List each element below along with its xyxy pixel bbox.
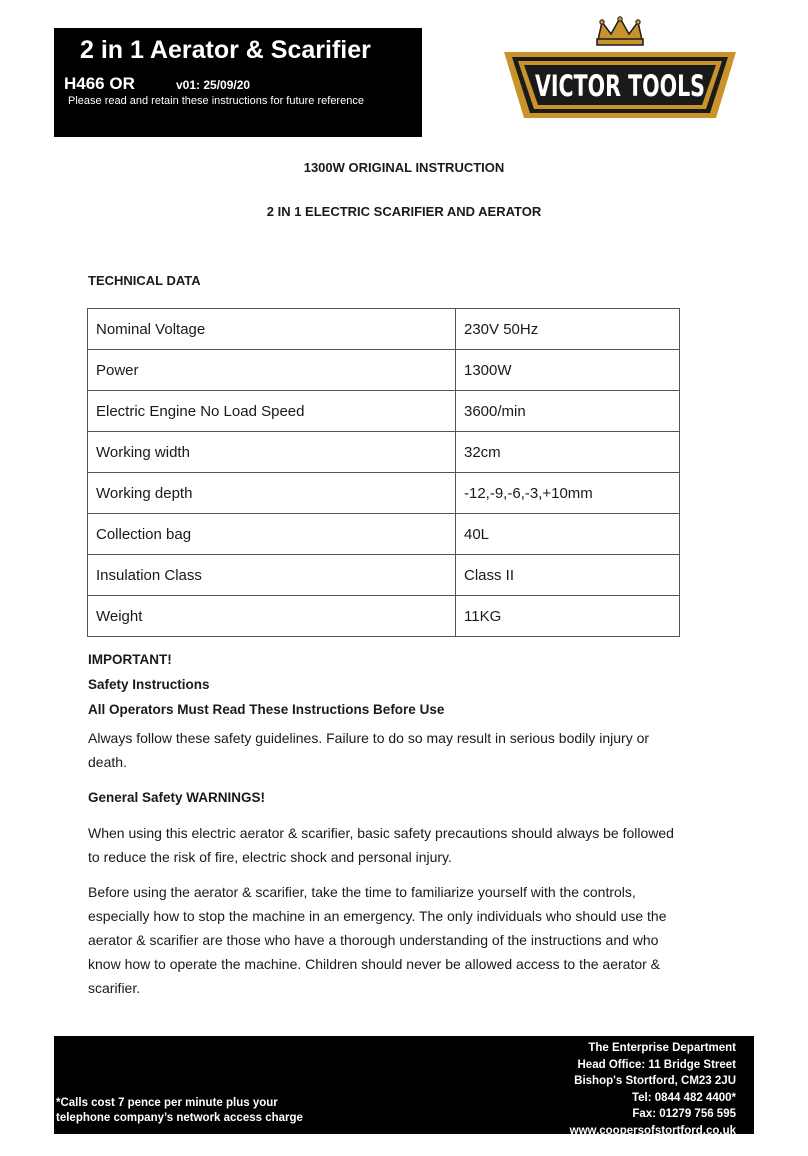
table-row <box>88 596 680 637</box>
spec-label: Power <box>88 350 456 391</box>
table-row <box>88 432 680 473</box>
call-note-line: *Calls cost 7 pence per minute plus your <box>56 1097 278 1109</box>
spec-value: -12,-9,-6,-3,+10mm <box>456 473 680 514</box>
familiarize-paragraph: Before using the aerator & scarifier, take the time to familiarize yourself with the controls, especially how to stop the machine in an emergency. The only individuals who should use the aerator & scarifier are those who have a thorough understanding of the instructions and who know how to operate the machine. Children should never be allowed access to the aerator & scarifier. <box>88 884 667 996</box>
intro-paragraph: Always follow these safety guidelines. Failure to do so may result in serious bodily injury or death. <box>88 730 650 770</box>
telephone: Tel: 0844 482 4400* <box>631 1091 736 1104</box>
victor-tools-logo <box>498 18 742 130</box>
spec-label: Insulation Class <box>88 555 456 596</box>
original-instruction-heading: 1300W ORIGINAL INSTRUCTION <box>303 160 505 175</box>
table-row <box>88 391 680 432</box>
spec-label: Weight <box>88 596 456 637</box>
logo-text: VICTOR TOOLS <box>535 69 705 103</box>
important-heading: IMPORTANT! <box>88 652 172 667</box>
spec-label: Electric Engine No Load Speed <box>88 391 456 432</box>
safety-instructions-heading: Safety Instructions <box>88 677 210 692</box>
spec-value: 1300W <box>456 350 680 391</box>
crown-icon <box>597 17 643 45</box>
call-note-line: telephone company’s network access charge <box>56 1112 303 1124</box>
spec-label: Nominal Voltage <box>88 309 456 350</box>
table-row <box>88 514 680 555</box>
spec-value: 3600/min <box>456 391 680 432</box>
product-heading: 2 IN 1 ELECTRIC SCARIFIER AND AERATOR <box>266 204 542 219</box>
model-number: H466 OR <box>64 74 135 93</box>
spec-value: 40L <box>456 514 680 555</box>
spec-value: Class II <box>456 555 680 596</box>
call-cost-note <box>56 1096 356 1126</box>
table-row <box>88 473 680 514</box>
retain-note: Please read and retain these instructions for future reference <box>68 95 364 107</box>
technical-data-table <box>87 308 680 637</box>
footer-banner <box>54 1036 754 1137</box>
table-row <box>88 309 680 350</box>
operators-heading: All Operators Must Read These Instructions Before Use <box>88 702 445 717</box>
spec-value: 11KG <box>456 596 680 637</box>
address-town: Bishop's Stortford, CM23 2JU <box>574 1075 736 1087</box>
document-title: 2 in 1 Aerator & Scarifier <box>80 36 371 64</box>
spec-value: 32cm <box>456 432 680 473</box>
header-banner <box>54 28 422 137</box>
fax: Fax: 01279 756 595 <box>632 1108 736 1120</box>
precautions-paragraph: When using this electric aerator & scarifier, basic safety precautions should always be followed to reduce the risk of fire, electric shock and personal injury. <box>88 825 674 865</box>
spec-label: Collection bag <box>88 514 456 555</box>
table-row <box>88 555 680 596</box>
spec-label: Working depth <box>88 473 456 514</box>
table-row <box>88 350 680 391</box>
general-warnings-heading: General Safety WARNINGS! <box>88 790 266 805</box>
head-office: Head Office: 11 Bridge Street <box>577 1058 736 1071</box>
spec-label: Working width <box>88 432 456 473</box>
company-address <box>570 1040 736 1139</box>
spec-value: 230V 50Hz <box>456 309 680 350</box>
department: The Enterprise Department <box>588 1042 736 1054</box>
version-date: v01: 25/09/20 <box>176 78 251 92</box>
technical-data-heading: TECHNICAL DATA <box>88 273 201 288</box>
website: www.coopersofstortford.co.uk <box>569 1124 736 1137</box>
